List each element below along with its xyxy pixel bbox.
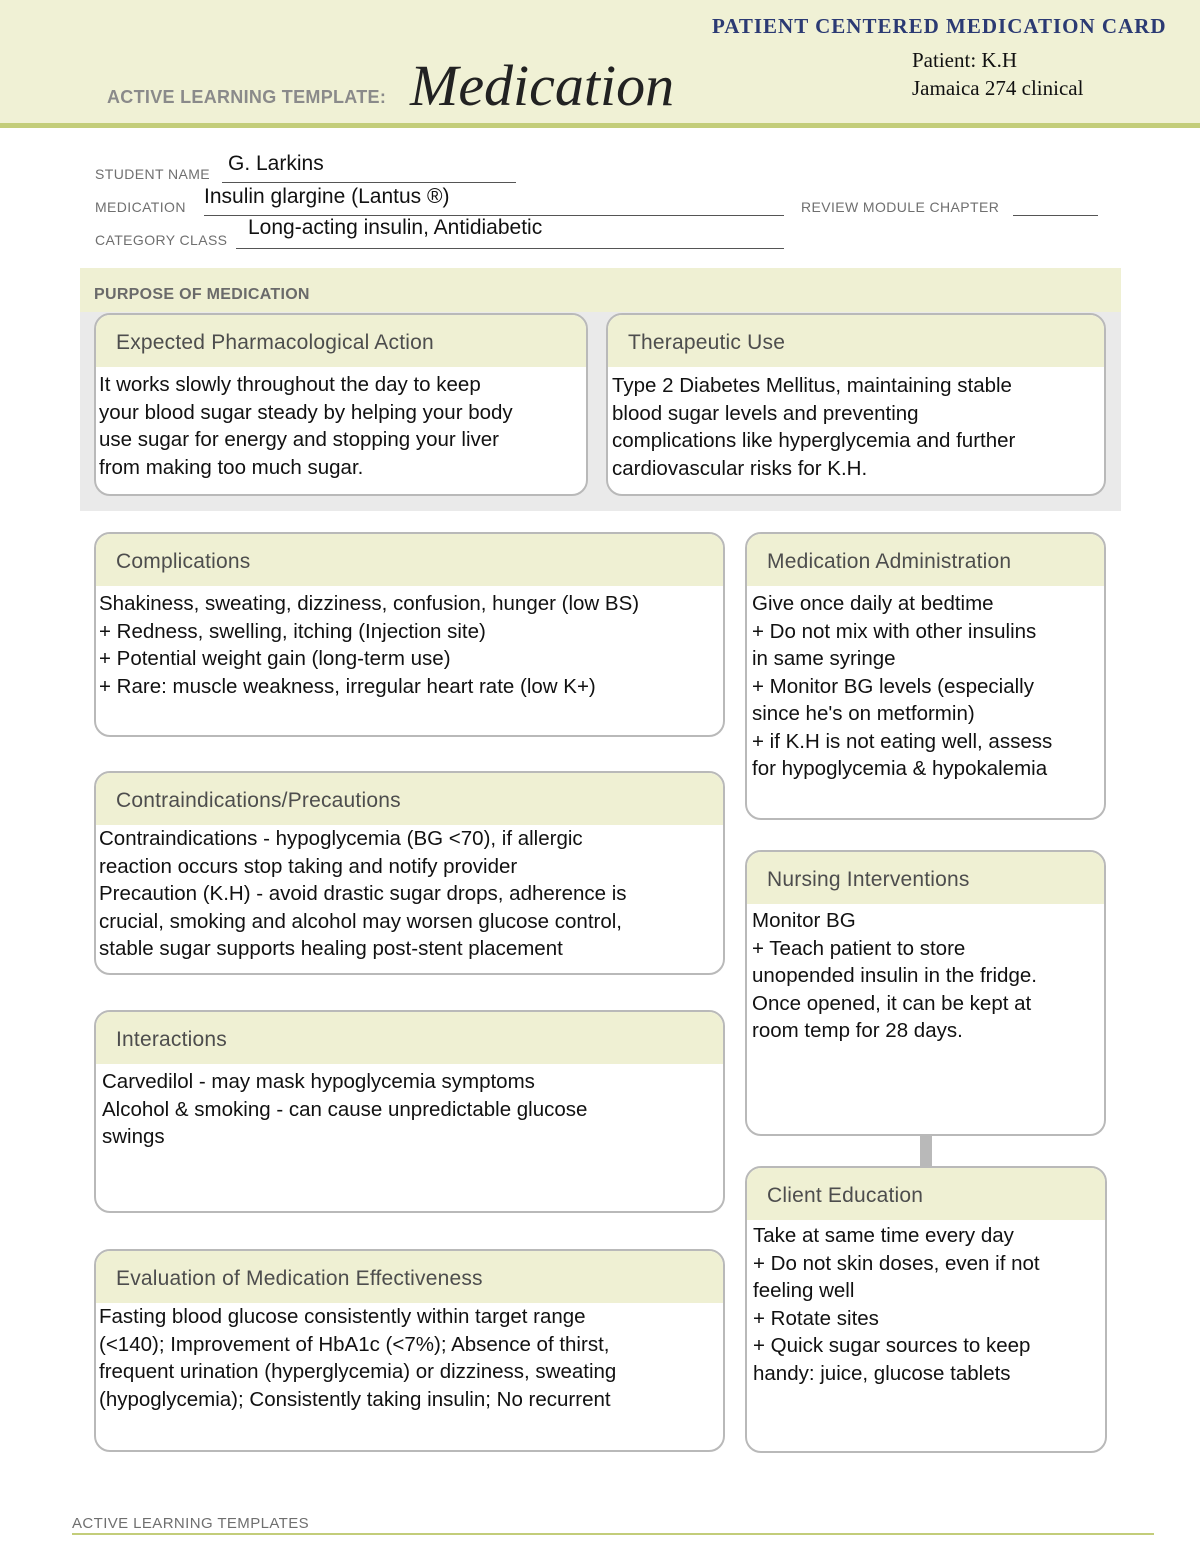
text-line: stable sugar supports healing post-stent placement: [99, 937, 563, 960]
text-line: use sugar for energy and stopping your liver: [99, 428, 499, 451]
text-line: swings: [102, 1125, 165, 1148]
client-education-title: Client Education: [747, 1168, 1105, 1220]
footer-divider: [72, 1533, 1154, 1535]
complications-body[interactable]: [96, 586, 723, 700]
text-line: Type 2 Diabetes Mellitus, maintaining stable: [612, 374, 1012, 397]
therapeutic-use-box: [606, 313, 1106, 496]
client-education-box: [745, 1166, 1107, 1453]
text-line: + Do not mix with other insulins: [752, 619, 1037, 643]
contraindications-body[interactable]: [96, 825, 723, 963]
therapeutic-use-title: Therapeutic Use: [608, 315, 1104, 367]
text-line: complications like hyperglycemia and further: [612, 429, 1016, 452]
text-line: Monitor BG: [752, 909, 856, 932]
interactions-title: Interactions: [96, 1012, 723, 1064]
nursing-body[interactable]: [747, 904, 1104, 1045]
text-line: (hypoglycemia); Consistently taking insulin; No recurrent: [99, 1387, 611, 1411]
review-module-field[interactable]: [1013, 215, 1098, 216]
text-line: + if K.H is not eating well, assess: [752, 729, 1053, 753]
student-name-field[interactable]: G. Larkins: [228, 152, 324, 175]
pharm-action-body[interactable]: [96, 367, 586, 481]
administration-box: [745, 532, 1106, 820]
text-line: Give once daily at bedtime: [752, 592, 994, 615]
category-class-field[interactable]: Long-acting insulin, Antidiabetic: [248, 216, 543, 239]
text-line: Carvedilol - may mask hypoglycemia symptoms: [102, 1070, 535, 1093]
text-line: since he's on metformin): [752, 702, 975, 725]
text-line: unopended insulin in the fridge.: [752, 964, 1037, 987]
text-line: your blood sugar steady by helping your body: [99, 400, 513, 424]
header-divider: [0, 123, 1200, 128]
text-line: handy: juice, glucose tablets: [753, 1361, 1011, 1385]
review-module-label: REVIEW MODULE CHAPTER: [801, 199, 1000, 215]
text-line: Precaution (K.H) - avoid drastic sugar drops, adherence is: [99, 882, 627, 905]
text-line: + Quick sugar sources to keep: [753, 1334, 1031, 1357]
text-line: + Potential weight gain (long-term use): [99, 647, 451, 670]
text-line: + Rare: muscle weakness, irregular heart rate (low K+): [99, 674, 596, 698]
text-line: blood sugar levels and preventing: [612, 401, 919, 425]
text-line: in same syringe: [752, 647, 896, 670]
text-line: Fasting blood glucose consistently within target range: [99, 1305, 586, 1328]
text-line: Once opened, it can be kept at: [752, 991, 1032, 1015]
text-line: reaction occurs stop taking and notify provider: [99, 854, 518, 878]
card-title: PATIENT CENTERED MEDICATION CARD: [712, 14, 1167, 38]
text-line: Contraindications - hypoglycemia (BG <70), if allergic: [99, 827, 583, 850]
administration-title: Medication Administration: [747, 534, 1104, 586]
footer-label: ACTIVE LEARNING TEMPLATES: [72, 1515, 309, 1532]
text-line: Alcohol & smoking - can cause unpredictable glucose: [102, 1097, 588, 1121]
text-line: cardiovascular risks for K.H.: [612, 456, 868, 480]
text-line: + Monitor BG levels (especially: [752, 674, 1034, 698]
page-title: Medication: [410, 53, 675, 118]
purpose-label: PURPOSE OF MEDICATION: [94, 286, 310, 303]
interactions-body[interactable]: [96, 1064, 723, 1151]
interactions-box: [94, 1010, 725, 1213]
evaluation-box: [94, 1249, 725, 1452]
text-line: room temp for 28 days.: [752, 1019, 963, 1042]
contraindications-title: Contraindications/Precautions: [96, 773, 723, 825]
evaluation-body[interactable]: [96, 1303, 723, 1413]
text-line: for hypoglycemia & hypokalemia: [752, 757, 1048, 780]
nursing-title: Nursing Interventions: [747, 852, 1104, 904]
complications-box: [94, 532, 725, 737]
connector-bar: [920, 1135, 932, 1167]
nursing-box: [745, 850, 1106, 1136]
patient-name: Patient: K.H: [912, 48, 1017, 72]
text-line: + Redness, swelling, itching (Injection site): [99, 619, 486, 643]
text-line: crucial, smoking and alcohol may worsen glucose control,: [99, 909, 623, 933]
evaluation-title: Evaluation of Medication Effectiveness: [96, 1251, 723, 1303]
text-line: (<140); Improvement of HbA1c (<7%); Absence of thirst,: [99, 1332, 610, 1356]
complications-title: Complications: [96, 534, 723, 586]
text-line: Shakiness, sweating, dizziness, confusion, hunger (low BS): [99, 592, 640, 615]
text-line: from making too much sugar.: [99, 455, 364, 479]
therapeutic-use-body[interactable]: [608, 367, 1104, 482]
administration-body[interactable]: [747, 586, 1104, 783]
text-line: + Teach patient to store: [752, 936, 966, 960]
medication-label: MEDICATION: [95, 199, 186, 215]
student-name-label: STUDENT NAME: [95, 166, 210, 182]
pharm-action-title: Expected Pharmacological Action: [96, 315, 586, 367]
student-name-line: [222, 182, 516, 183]
template-label: ACTIVE LEARNING TEMPLATE:: [107, 87, 387, 107]
pharm-action-box: [94, 313, 588, 496]
text-line: It works slowly throughout the day to keep: [99, 373, 481, 396]
text-line: frequent urination (hyperglycemia) or dizziness, sweating: [99, 1360, 617, 1383]
clinical-site: Jamaica 274 clinical: [912, 76, 1084, 100]
category-class-label: CATEGORY CLASS: [95, 232, 228, 248]
contraindications-box: [94, 771, 725, 975]
medication-field[interactable]: Insulin glargine (Lantus ®): [204, 185, 450, 208]
text-line: + Rotate sites: [753, 1306, 879, 1330]
text-line: Take at same time every day: [753, 1224, 1014, 1247]
category-class-line: [236, 248, 784, 249]
text-line: + Do not skin doses, even if not: [753, 1251, 1040, 1275]
client-education-body[interactable]: [747, 1220, 1105, 1387]
text-line: feeling well: [753, 1279, 855, 1302]
